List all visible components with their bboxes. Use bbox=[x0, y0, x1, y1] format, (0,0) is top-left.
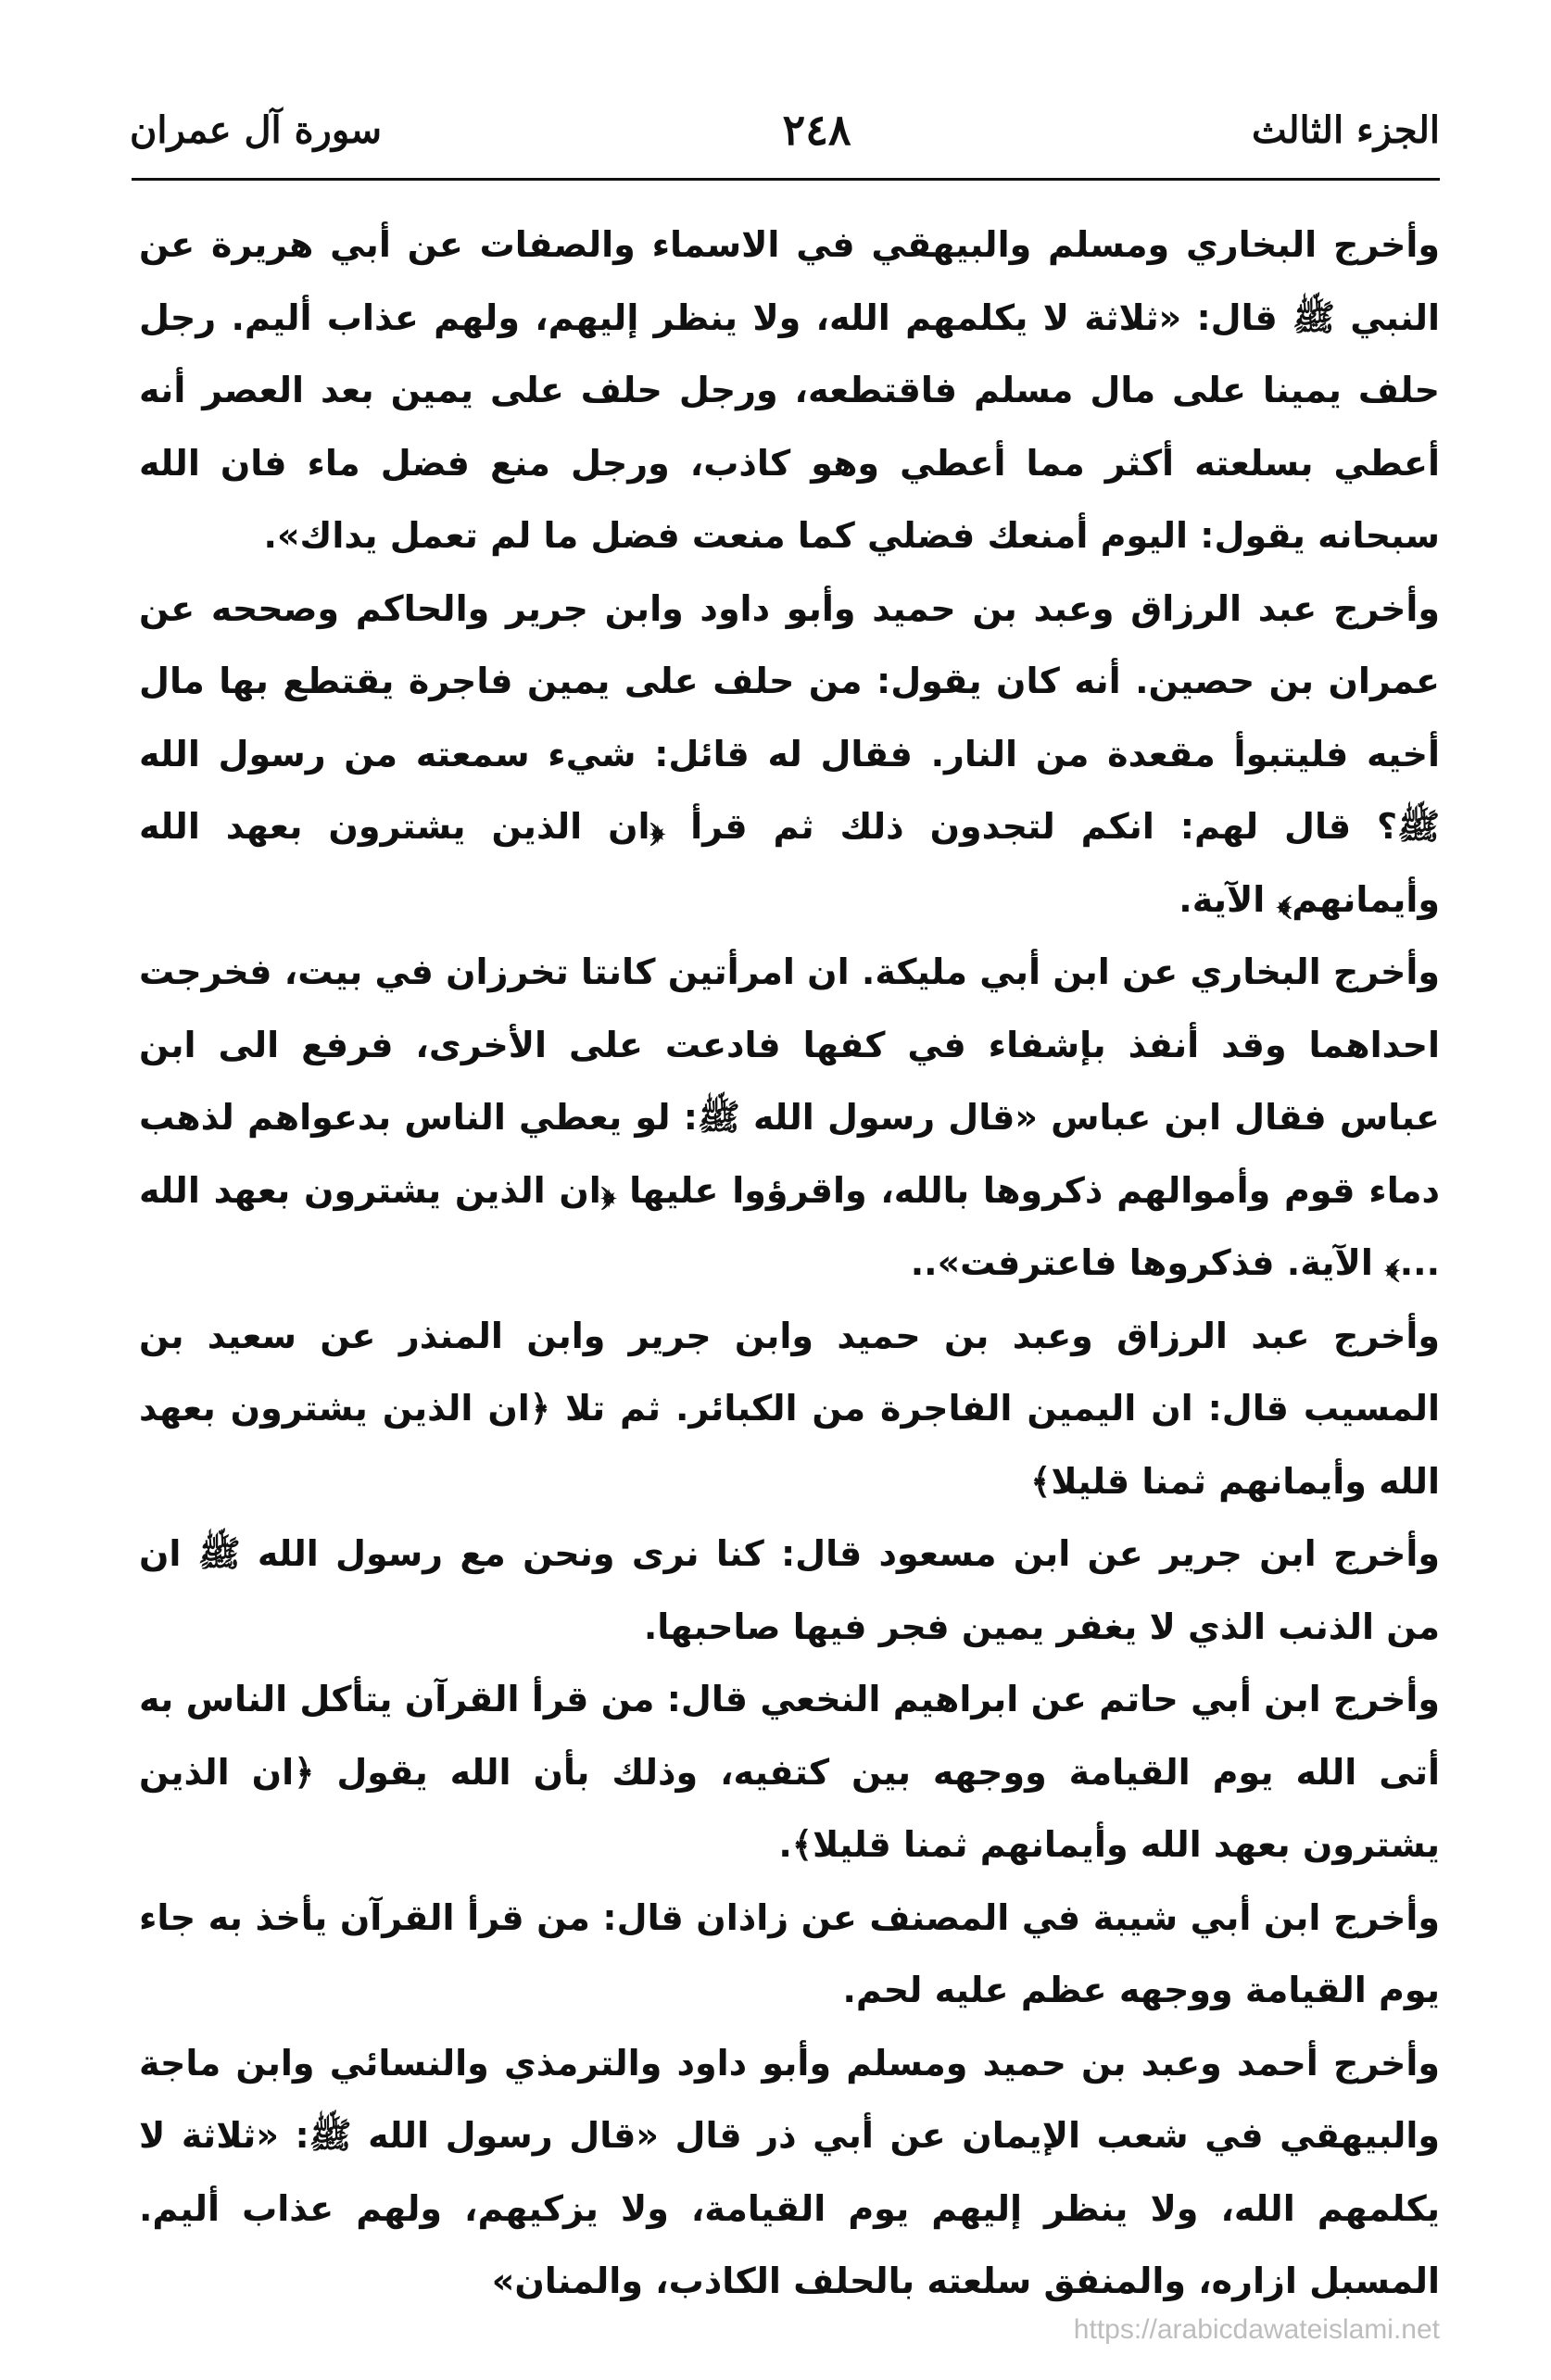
paragraph: وأخرج ابن جرير عن ابن مسعود قال: كنا نرى ونحن مع رسول الله ﷺ ان من الذنب الذي لا يغفر يمين فجر فيها صاحبها. bbox=[139, 1533, 1440, 1647]
paragraph: وأخرج عبد الرزاق وعبد بن حميد وأبو داود وابن جرير والحاكم وصححه عن عمران بن حصين. أنه كان يقول: من حلف على يمين فاجرة يقتطع بها مال أخيه فليتبوأ مقعدة من النار. فقال له قائل: شيء سمعته من رسول الله ﷺ؟ قال لهم: انكم لتجدون ذلك ثم قرأ ﴿ان الذين يشترون بعهد الله وأيمانهم﴾ الآية. bbox=[139, 587, 1440, 920]
paragraph: وأخرج ابن أبي حاتم عن ابراهيم النخعي قال: من قرأ القرآن يتأكل الناس به أتى الله يوم القيامة ووجهه بين كتفيه، وذلك بأن الله يقول ﴿ان الذين يشترون بعهد الله وأيمانهم ثمنا قليلا﴾. bbox=[139, 1679, 1440, 1865]
paragraph: وأخرج ابن أبي شيبة في المصنف عن زاذان قال: من قرأ القرآن يأخذ به جاء يوم القيامة ووجهه عظم عليه لحم. bbox=[139, 1896, 1440, 2010]
paragraph: وأخرج البخاري ومسلم والبيهقي في الاسماء والصفات عن أبي هريرة عن النبي ﷺ قال: «ثلاثة لا يكلمهم الله، ولا ينظر إليهم، ولهم عذاب أليم. رجل حلف يمينا على مال مسلم فاقتطعه، ورجل حلف على يمين بعد العصر أنه أعطي بسلعته أكثر مما أعطي وهو كاذب، ورجل منع فضل ماء فان الله سبحانه يقول: اليوم أمنعك فضلي كما منعت فضل ما لم تعمل يداك». bbox=[139, 224, 1440, 556]
page-number: ٢٤٨ bbox=[782, 105, 851, 155]
paragraph: وأخرج أحمد وعبد بن حميد ومسلم وأبو داود والترمذي والنسائي وابن ماجة والبيهقي في شعب الإيمان عن أبي ذر قال «قال رسول الله ﷺ: «ثلاثة لا يكلمهم الله، ولا ينظر إليهم يوم القيامة، ولا يزكيهم، ولهم عذاب أليم. المسبل ازاره، والمنفق سلعته بالحلف الكاذب، والمنان» bbox=[139, 2042, 1440, 2301]
header-divider bbox=[132, 178, 1440, 181]
paragraph: وأخرج عبد الرزاق وعبد بن حميد وابن جرير وابن المنذر عن سعيد بن المسيب قال: ان اليمين الفاجرة من الكبائر. ثم تلا ﴿ان الذين يشترون بعهد الله وأيمانهم ثمنا قليلا﴾ bbox=[139, 1315, 1440, 1502]
watermark-url: https://arabicdawateislami.net bbox=[1073, 2314, 1440, 2345]
page-body bbox=[139, 208, 1440, 2318]
part-title: الجزء الثالث bbox=[1252, 107, 1440, 152]
page-header bbox=[130, 93, 1440, 167]
surah-title: سورة آل عمران bbox=[130, 107, 383, 152]
paragraph: وأخرج البخاري عن ابن أبي مليكة. ان امرأتين كانتا تخرزان في بيت، فخرجت احداهما وقد أنفذ بإشفاء في كفها فادعت على الأخرى، فرفع الى ابن عباس فقال ابن عباس «قال رسول الله ﷺ: لو يعطي الناس بدعواهم لذهب دماء قوم وأموالهم ذكروها بالله، واقرؤوا عليها ﴿ان الذين يشترون بعهد الله ...﴾ الآية. فذكروها فاعترفت».. bbox=[139, 951, 1440, 1283]
